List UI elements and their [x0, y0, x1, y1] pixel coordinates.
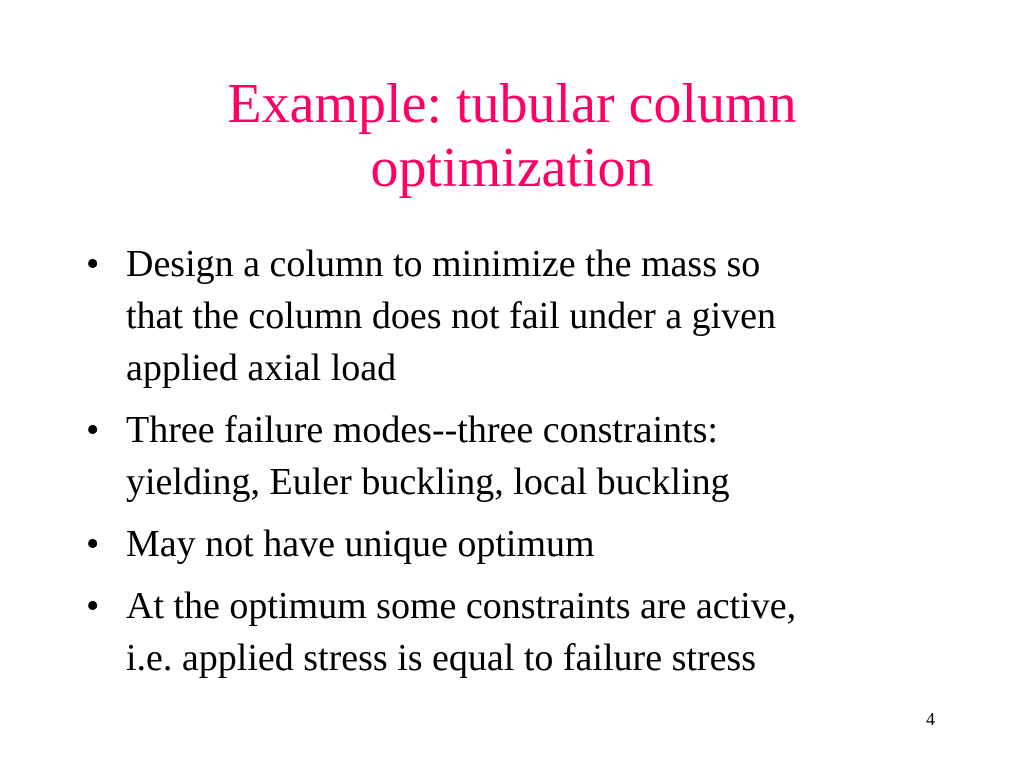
bullet-dot-icon: • — [86, 243, 100, 285]
bullet-dot-icon: • — [86, 523, 100, 565]
bullet-3-line-1: May not have unique optimum — [126, 523, 595, 565]
bullet-item-4 — [86, 580, 966, 684]
bullet-4-line-2: i.e. applied stress is equal to failure stress — [126, 637, 757, 679]
slide-title-line-2: optimization — [370, 137, 654, 199]
bullet-1-line-2: that the column does not fail under a given — [126, 295, 777, 337]
slide-title — [62, 72, 962, 200]
bullet-dot-icon: • — [86, 409, 100, 451]
bullet-item-1 — [86, 238, 966, 394]
bullet-item-3 — [86, 518, 966, 570]
bullet-1-line-3: applied axial load — [126, 347, 397, 389]
bullet-list — [86, 238, 966, 694]
bullet-2-line-2: yielding, Euler buckling, local buckling — [126, 461, 730, 503]
page-number: 4 — [926, 709, 935, 729]
bullet-2-line-1: Three failure modes--three constraints: — [126, 409, 718, 451]
slide-title-line-1: Example: tubular column — [227, 73, 797, 135]
bullet-item-2 — [86, 404, 966, 508]
bullet-1-line-1: Design a column to minimize the mass so — [126, 243, 761, 285]
bullet-4-line-1: At the optimum some constraints are active, — [126, 585, 797, 627]
bullet-dot-icon: • — [86, 585, 100, 627]
